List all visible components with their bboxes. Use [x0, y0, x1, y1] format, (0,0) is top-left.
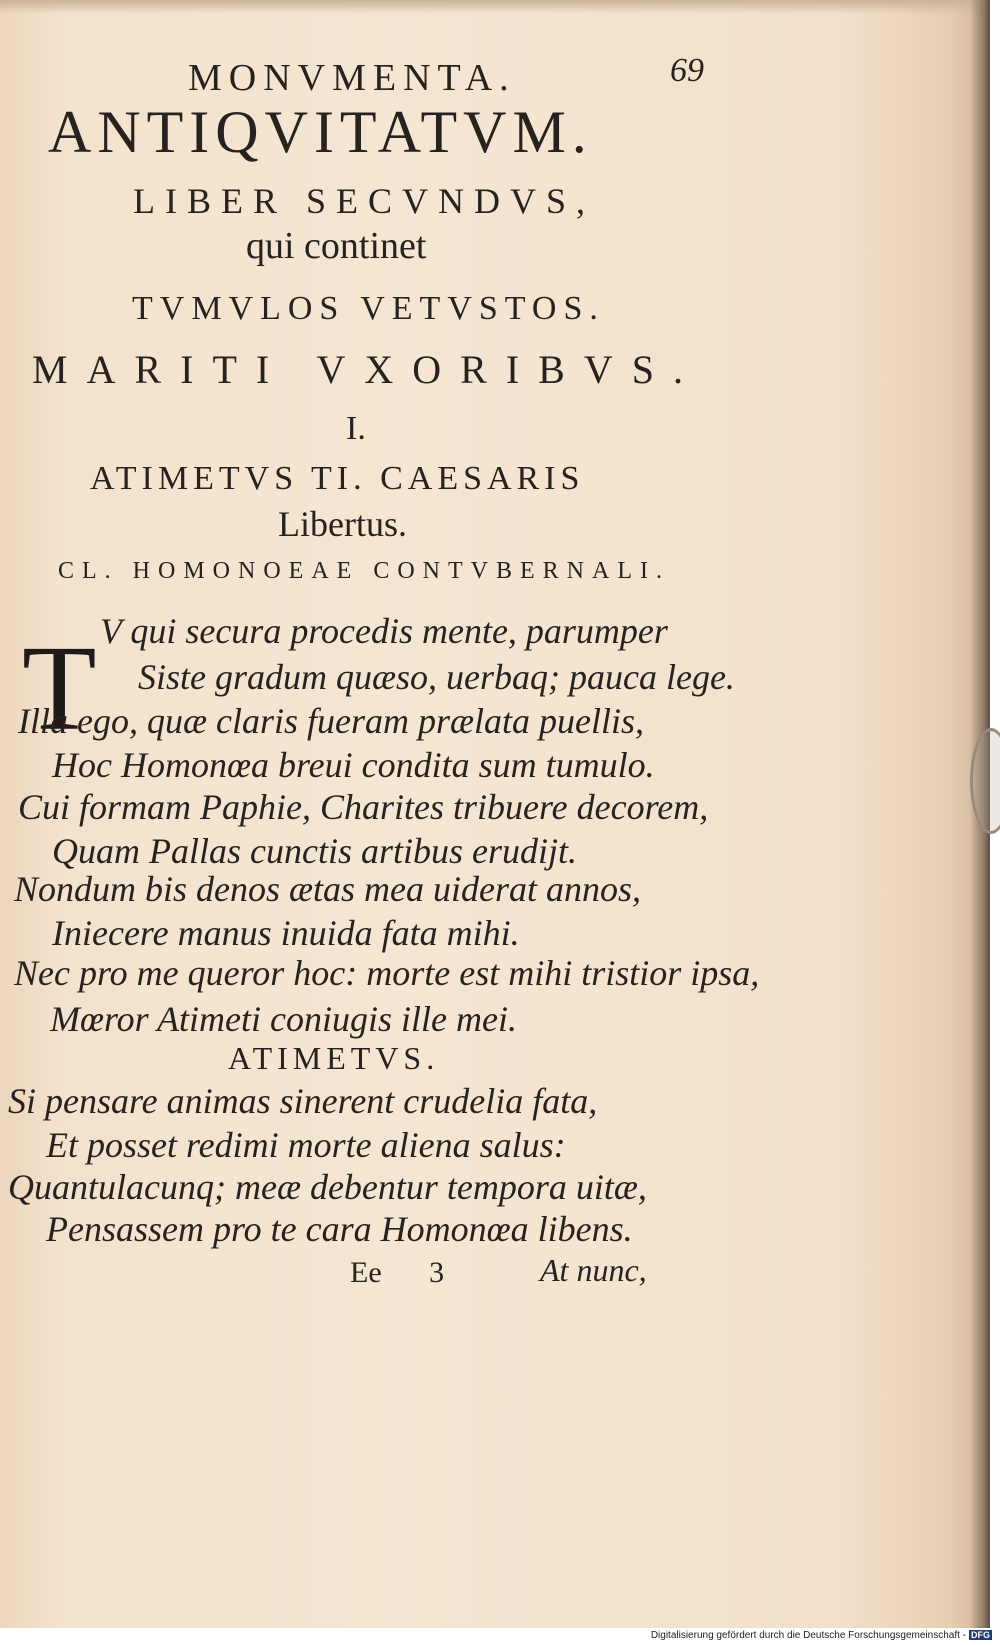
poem-line: Siste gradum quæso, uerbaq; pauca lege.: [138, 657, 735, 697]
drop-cap-initial: T: [22, 621, 97, 756]
book-title: LIBER SECVNDVS,: [133, 181, 596, 221]
poem-line: Cui formam Paphie, Charites tribuere decorem,: [18, 787, 709, 827]
qui-continet: qui continet: [246, 225, 427, 267]
section-number: I.: [346, 410, 366, 447]
poem-line: Nec pro me queror hoc: morte est mihi tristior ipsa,: [14, 953, 760, 993]
subject-title: TVMVLOS VETVSTOS.: [132, 290, 605, 327]
page-top-shadow: [0, 0, 990, 14]
dfg-logo: DFG: [971, 1630, 990, 1640]
poem-line: V qui secura procedis mente, parumper: [100, 611, 668, 651]
page-number: 69: [670, 52, 704, 89]
signature-mark: Ee 3: [350, 1256, 445, 1289]
poem-line: Iniecere manus inuida fata mihi.: [52, 913, 520, 953]
poem-line: Quam Pallas cunctis artibus erudijt.: [52, 831, 577, 871]
digitization-credit: [651, 1630, 992, 1641]
poem-line: Hoc Homonœa breui condita sum tumulo.: [52, 745, 655, 785]
reply-line: Pensassem pro te cara Homonœa libens.: [46, 1209, 633, 1249]
reply-line: Et posset redimi morte aliena salus:: [46, 1125, 566, 1165]
inscription-name: ATIMETVS TI. CAESARIS: [90, 460, 585, 497]
catchword: At nunc,: [540, 1252, 647, 1288]
reply-heading: ATIMETVS.: [228, 1040, 440, 1076]
running-title: MONVMENTA.: [188, 57, 516, 99]
inscription-status: Libertus.: [278, 504, 407, 544]
credit-text: Digitalisierung gefördert durch die Deutsche Forschungsgemeinschaft -: [650, 1630, 966, 1641]
reply-line: Quantulacunq; meæ debentur tempora uitæ,: [8, 1167, 647, 1207]
poem-line: Mœror Atimeti coniugis ille mei.: [50, 999, 517, 1039]
section-title: MARITI VXORIBVS.: [32, 347, 702, 392]
poem-line: Nondum bis denos ætas mea uiderat annos,: [14, 869, 642, 909]
poem-line: Illa ego, quæ claris fueram prælata puellis,: [18, 701, 644, 741]
reply-line: Si pensare animas sinerent crudelia fata,: [8, 1081, 598, 1121]
inscription-dedication: CL. HOMONOEAE CONTVBERNALI.: [58, 558, 670, 584]
main-title: ANTIQVITATVM.: [48, 99, 593, 165]
